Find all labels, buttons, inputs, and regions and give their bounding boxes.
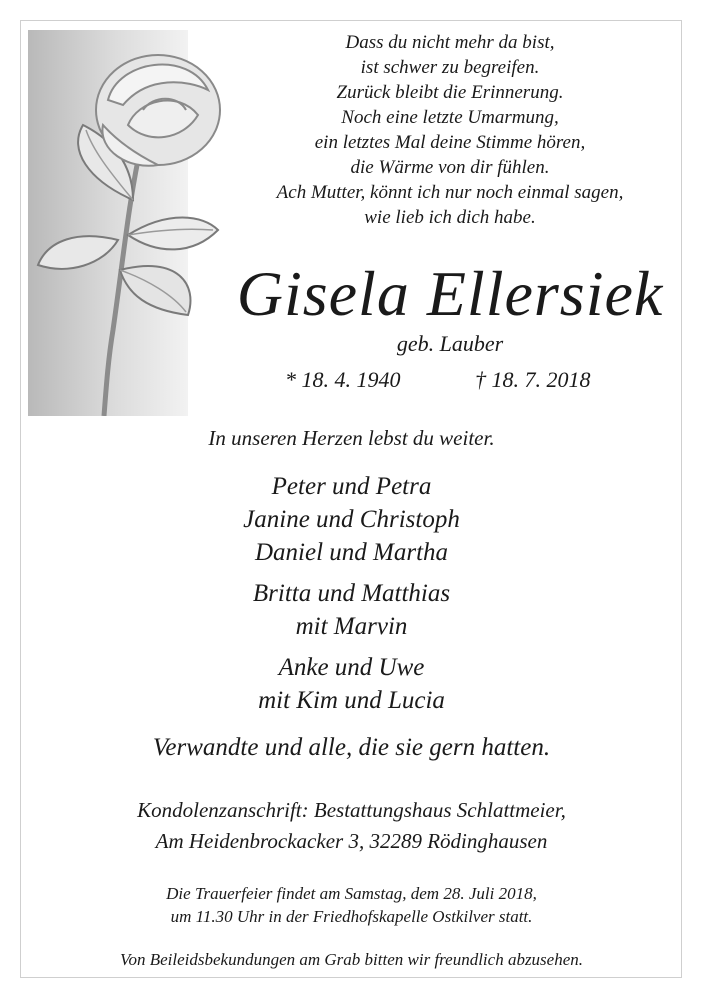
deceased-name: Gisela Ellersiek: [236, 258, 664, 329]
poem-line: die Wärme von dir fühlen.: [350, 157, 550, 178]
poem: [230, 30, 670, 230]
mourner-line: Anke und Uwe: [278, 654, 425, 681]
poem-line: ist schwer zu begreifen.: [360, 57, 540, 78]
poem-line: ein letztes Mal deine Stimme hören,: [314, 132, 586, 153]
motto: In unseren Herzen lebst du weiter.: [208, 426, 495, 450]
rose-icon: [28, 30, 228, 416]
funeral-service-info: [0, 882, 703, 928]
poem-line: Zurück bleibt die Erinnerung.: [336, 82, 564, 103]
mourner-group: [0, 470, 703, 569]
mourner-line: Daniel und Martha: [254, 539, 449, 566]
mourners-list: [0, 470, 703, 725]
relatives-line: Verwandte und alle, die sie gern hatten.: [152, 734, 551, 761]
mourner-line: Janine und Christoph: [243, 506, 460, 533]
poem-line: wie lieb ich dich habe.: [364, 207, 536, 228]
mourner-line: mit Marvin: [295, 613, 408, 640]
poem-line: Dass du nicht mehr da bist,: [345, 32, 555, 53]
service-line: Die Trauerfeier findet am Samstag, dem 28. Juli 2018,: [166, 884, 537, 903]
address-line: Kondolenzanschrift: Bestattungshaus Schlattmeier,: [137, 798, 566, 822]
maiden-name: geb. Lauber: [396, 331, 504, 356]
poem-line: Noch eine letzte Umarmung,: [341, 107, 559, 128]
closing-note: Von Beileidsbekundungen am Grab bitten wir freundlich abzusehen.: [119, 950, 584, 969]
mourner-line: Peter und Petra: [271, 473, 432, 500]
birth-date: * 18. 4. 1940: [285, 367, 401, 392]
mourner-line: Britta und Matthias: [252, 580, 451, 607]
condolence-address: [0, 795, 703, 857]
service-line: um 11.30 Uhr in der Friedhofskapelle Ostkilver statt.: [170, 907, 533, 926]
poem-line: Ach Mutter, könnt ich nur noch einmal sagen,: [276, 182, 624, 203]
death-date: † 18. 7. 2018: [475, 367, 591, 392]
mourner-group: [0, 577, 703, 643]
rose-illustration: [28, 30, 188, 416]
address-line: Am Heidenbrockacker 3, 32289 Rödinghausen: [155, 829, 548, 853]
mourner-group: [0, 651, 703, 717]
mourner-line: mit Kim und Lucia: [258, 687, 445, 714]
